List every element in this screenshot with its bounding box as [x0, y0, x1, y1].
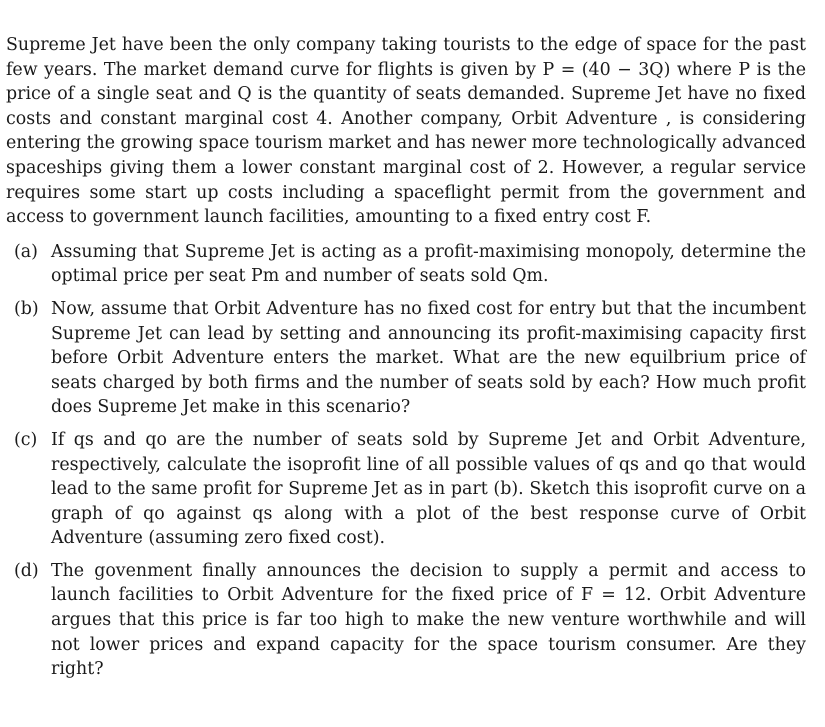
- part-label: (b): [14, 298, 39, 319]
- part-text: If qs and qo are the number of seats sold by Supreme Jet and Orbit Adventure, respectively, calculate the isoprofit line of all possible values of qs and qo that would lead to the same profit for Supreme Jet as in part (b). Sketch this isoprofit curve on a graph of qo against qs along with a plot of the best response curve of Orbit Adventure (assuming zero fixed cost).: [51, 429, 806, 549]
- question-part-c: [6, 428, 806, 551]
- problem-document: [6, 33, 806, 690]
- part-text: Assuming that Supreme Jet is acting as a profit-maximising monopoly, determine the optimal price per seat Pm and number of seats sold Qm.: [51, 241, 806, 287]
- question-parts: [6, 240, 806, 682]
- question-part-d: [6, 559, 806, 682]
- question-part-b: [6, 297, 806, 420]
- part-label: (c): [14, 429, 38, 450]
- intro-paragraph: Supreme Jet have been the only company taking tourists to the edge of space for the past few years. The market demand curve for flights is given by P = (40 − 3Q) where P is the price of a single seat and Q is the quantity of seats demanded. Supreme Jet have no fixed costs and constant marginal cost 4. Another company, Orbit Adventure , is considering entering the growing space tourism market and has newer more technologically advanced spaceships giving them a lower constant marginal cost of 2. However, a regular service requires some start up costs including a spaceflight permit from the government and access to government launch facilities, amounting to a fixed entry cost F.: [6, 35, 806, 228]
- part-label: (a): [14, 241, 38, 262]
- question-part-a: [6, 240, 806, 289]
- part-text: The govenment finally announces the decision to supply a permit and access to launch facilities to Orbit Adventure for the fixed price of F = 12. Orbit Adventure argues that this price is far too high to make the new venture worthwhile and will not lower prices and expand capacity for the space tourism consumer. Are they right?: [51, 560, 806, 680]
- part-text: Now, assume that Orbit Adventure has no fixed cost for entry but that the incumbent Supreme Jet can lead by setting and announcing its profit-maximising capacity first before Orbit Adventure enters the market. What are the new equilbrium price of seats charged by both firms and the number of seats sold by each? How much profit does Supreme Jet make in this scenario?: [51, 298, 806, 418]
- part-label: (d): [14, 560, 39, 581]
